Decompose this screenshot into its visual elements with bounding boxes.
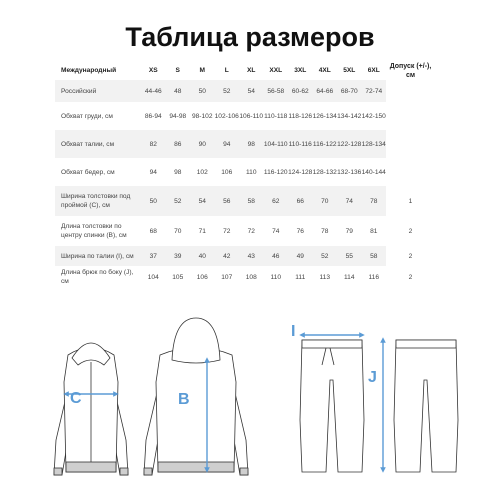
cell-value: 76: [288, 216, 313, 246]
cell-value: 110-116: [288, 130, 313, 158]
tolerance-value: [386, 158, 435, 186]
header-size: S: [166, 60, 191, 80]
cell-value: 62: [264, 186, 289, 216]
label-c: C: [70, 390, 82, 407]
size-table: [55, 60, 435, 288]
cell-value: 48: [166, 80, 191, 102]
table-row: [55, 216, 435, 246]
cell-value: 114: [337, 266, 362, 288]
cell-value: 111: [288, 266, 313, 288]
table-row: [55, 130, 435, 158]
cell-value: 74: [264, 216, 289, 246]
cell-value: 52: [166, 186, 191, 216]
header-size: XL: [239, 60, 264, 80]
cell-value: 52: [313, 246, 338, 266]
cell-value: 46: [264, 246, 289, 266]
row-label: Ширина толстовки под проймой (C), см: [55, 186, 141, 216]
cell-value: 142-150: [362, 102, 387, 130]
tolerance-header: Допуск (+/-), см: [386, 60, 435, 80]
cell-value: 102-106: [215, 102, 240, 130]
tolerance-value: 1: [386, 186, 435, 216]
cell-value: 94: [141, 158, 166, 186]
header-size: XS: [141, 60, 166, 80]
cell-value: 94: [215, 130, 240, 158]
cell-value: 116: [362, 266, 387, 288]
cell-value: 110-118: [264, 102, 289, 130]
cell-value: 70: [313, 186, 338, 216]
table-row: [55, 158, 435, 186]
cell-value: 74: [337, 186, 362, 216]
cell-value: 104-110: [264, 130, 289, 158]
cell-value: 70: [166, 216, 191, 246]
cell-value: 52: [215, 80, 240, 102]
row-label: Длина толстовки по центру спинки (B), см: [55, 216, 141, 246]
hoodie-back-drawing: [144, 318, 248, 475]
cell-value: 132-136: [337, 158, 362, 186]
table-body: [55, 80, 435, 288]
cell-value: 44-46: [141, 80, 166, 102]
cell-value: 39: [166, 246, 191, 266]
cell-value: 37: [141, 246, 166, 266]
cell-value: 106: [215, 158, 240, 186]
cell-value: 68-70: [337, 80, 362, 102]
page-title: Таблица размеров: [125, 22, 375, 52]
row-label: Ширина по талии (I), см: [55, 246, 141, 266]
cell-value: 126-134: [313, 102, 338, 130]
cell-value: 66: [288, 186, 313, 216]
row-label: Обхват талии, см: [55, 130, 141, 158]
header-size: 6XL: [362, 60, 387, 80]
header-label: Международный: [55, 60, 141, 80]
cell-value: 104: [141, 266, 166, 288]
cell-value: 78: [313, 216, 338, 246]
cell-value: 118-126: [288, 102, 313, 130]
cell-value: 98: [239, 130, 264, 158]
cell-value: 98-102: [190, 102, 215, 130]
cell-value: 81: [362, 216, 387, 246]
cell-value: 56: [215, 186, 240, 216]
cell-value: 50: [190, 80, 215, 102]
cell-value: 106-110: [239, 102, 264, 130]
cell-value: 64-66: [313, 80, 338, 102]
size-table-container: [55, 60, 445, 288]
header-size: 3XL: [288, 60, 313, 80]
tolerance-value: 2: [386, 266, 435, 288]
cell-value: 78: [362, 186, 387, 216]
cell-value: 58: [362, 246, 387, 266]
cell-value: 98: [166, 158, 191, 186]
cell-value: 105: [166, 266, 191, 288]
cell-value: 40: [190, 246, 215, 266]
cell-value: 68: [141, 216, 166, 246]
cell-value: 140-144: [362, 158, 387, 186]
row-label: Длина брюк по боку (J), см: [55, 266, 141, 288]
cell-value: 56-58: [264, 80, 289, 102]
cell-value: 50: [141, 186, 166, 216]
header-size: L: [215, 60, 240, 80]
cell-value: 107: [215, 266, 240, 288]
header-size: 4XL: [313, 60, 338, 80]
cell-value: 49: [288, 246, 313, 266]
cell-value: 106: [190, 266, 215, 288]
cell-value: 124-128: [288, 158, 313, 186]
cell-value: 128-132: [313, 158, 338, 186]
cell-value: 60-62: [288, 80, 313, 102]
header-size: M: [190, 60, 215, 80]
header-size: 5XL: [337, 60, 362, 80]
cell-value: 134-142: [337, 102, 362, 130]
label-b: B: [178, 391, 190, 408]
header-size: XXL: [264, 60, 289, 80]
cell-value: 113: [313, 266, 338, 288]
cell-value: 110: [264, 266, 289, 288]
cell-value: 42: [215, 246, 240, 266]
cell-value: 86-94: [141, 102, 166, 130]
cell-value: 58: [239, 186, 264, 216]
cell-value: 55: [337, 246, 362, 266]
table-row: [55, 266, 435, 288]
cell-value: 43: [239, 246, 264, 266]
cell-value: 116-122: [313, 130, 338, 158]
cell-value: 108: [239, 266, 264, 288]
cell-value: 94-98: [166, 102, 191, 130]
cell-value: 82: [141, 130, 166, 158]
cell-value: 72: [215, 216, 240, 246]
hoodie-front-drawing: [54, 343, 128, 475]
cell-value: 72-74: [362, 80, 387, 102]
pants-front-drawing: [300, 340, 364, 472]
cell-value: 54: [190, 186, 215, 216]
label-j: J: [368, 369, 377, 386]
cell-value: 110: [239, 158, 264, 186]
row-label: Обхват груди, см: [55, 102, 141, 130]
cell-value: 71: [190, 216, 215, 246]
cell-value: 128-134: [362, 130, 387, 158]
table-row: [55, 102, 435, 130]
table-header-row: [55, 60, 435, 80]
table-row: [55, 186, 435, 216]
row-label: Обхват бедер, см: [55, 158, 141, 186]
cell-value: 116-120: [264, 158, 289, 186]
cell-value: 79: [337, 216, 362, 246]
tolerance-value: 2: [386, 246, 435, 266]
garment-illustrations: [0, 310, 500, 500]
row-label: Российский: [55, 80, 141, 102]
table-row: [55, 80, 435, 102]
pants-back-drawing: [394, 340, 458, 472]
cell-value: 54: [239, 80, 264, 102]
cell-value: 86: [166, 130, 191, 158]
label-i: I: [291, 323, 296, 340]
cell-value: 122-128: [337, 130, 362, 158]
cell-value: 72: [239, 216, 264, 246]
tolerance-value: 2: [386, 216, 435, 246]
cell-value: 90: [190, 130, 215, 158]
cell-value: 102: [190, 158, 215, 186]
table-row: [55, 246, 435, 266]
